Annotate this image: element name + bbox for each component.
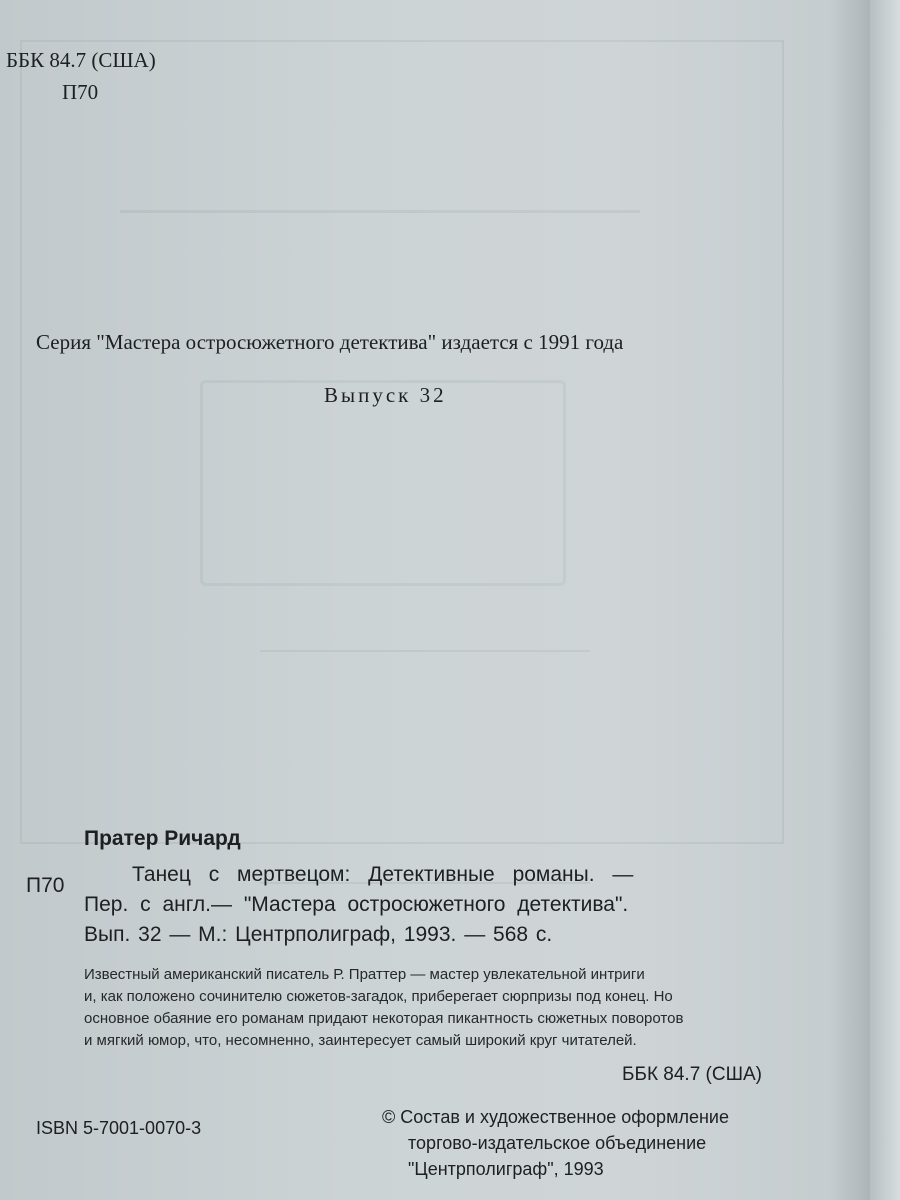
copyright-line: "Центрполиграф", 1993 <box>408 1159 604 1179</box>
background-surface <box>870 0 900 1200</box>
show-through-list <box>260 650 590 884</box>
annotation-line: и, как положено сочинителю сюжетов-загадок, приберегает сюрпризы под конец. Но <box>84 988 673 1005</box>
series-statement: Серия "Мастера остросюжетного детектива" издается с 1991 года <box>36 330 624 354</box>
author-mark-top: П70 <box>62 80 99 104</box>
annotation-paragraph <box>84 964 683 1052</box>
entry-imprint-line: Вып. 32 — М.: Центрполиграф, 1993. — 568 с. <box>84 923 553 946</box>
annotation-line: основное обаяние его романам придают некоторая пикантность сюжетных поворотов <box>84 1010 684 1027</box>
show-through-title <box>200 380 566 586</box>
page-edge-shadow <box>830 0 870 1200</box>
copyright-notice <box>382 1104 729 1182</box>
entry-title-line: Танец с мертвецом: Детективные романы. — <box>132 863 634 886</box>
show-through-logo <box>120 60 640 213</box>
bibliographic-description-line <box>84 890 628 920</box>
copyright-line: торгово-издательское объединение <box>408 1133 707 1153</box>
annotation-line: и мягкий юмор, что, несомненно, заинтересует самый широкий круг читателей. <box>84 1032 637 1049</box>
issue-number: Выпуск 32 <box>324 383 447 407</box>
bbk-classification-top: ББК 84.7 (США) <box>6 48 156 72</box>
isbn: ISBN 5-7001-0070-3 <box>36 1118 202 1138</box>
annotation-line: Известный американский писатель Р. Праттер — мастер увлекательной интриги <box>84 966 645 983</box>
bbk-classification-bottom: ББК 84.7 (США) <box>622 1064 763 1085</box>
copyright-line: © Состав и художественное оформление <box>382 1107 729 1127</box>
author-mark-entry: П70 <box>26 874 65 897</box>
entry-translation-line: Пер. с англ.— "Мастера остросюжетного детектива". <box>84 893 629 916</box>
bibliographic-description-line <box>132 860 633 890</box>
bibliographic-description-line <box>84 920 552 950</box>
author-heading: Пратер Ричард <box>84 827 241 850</box>
